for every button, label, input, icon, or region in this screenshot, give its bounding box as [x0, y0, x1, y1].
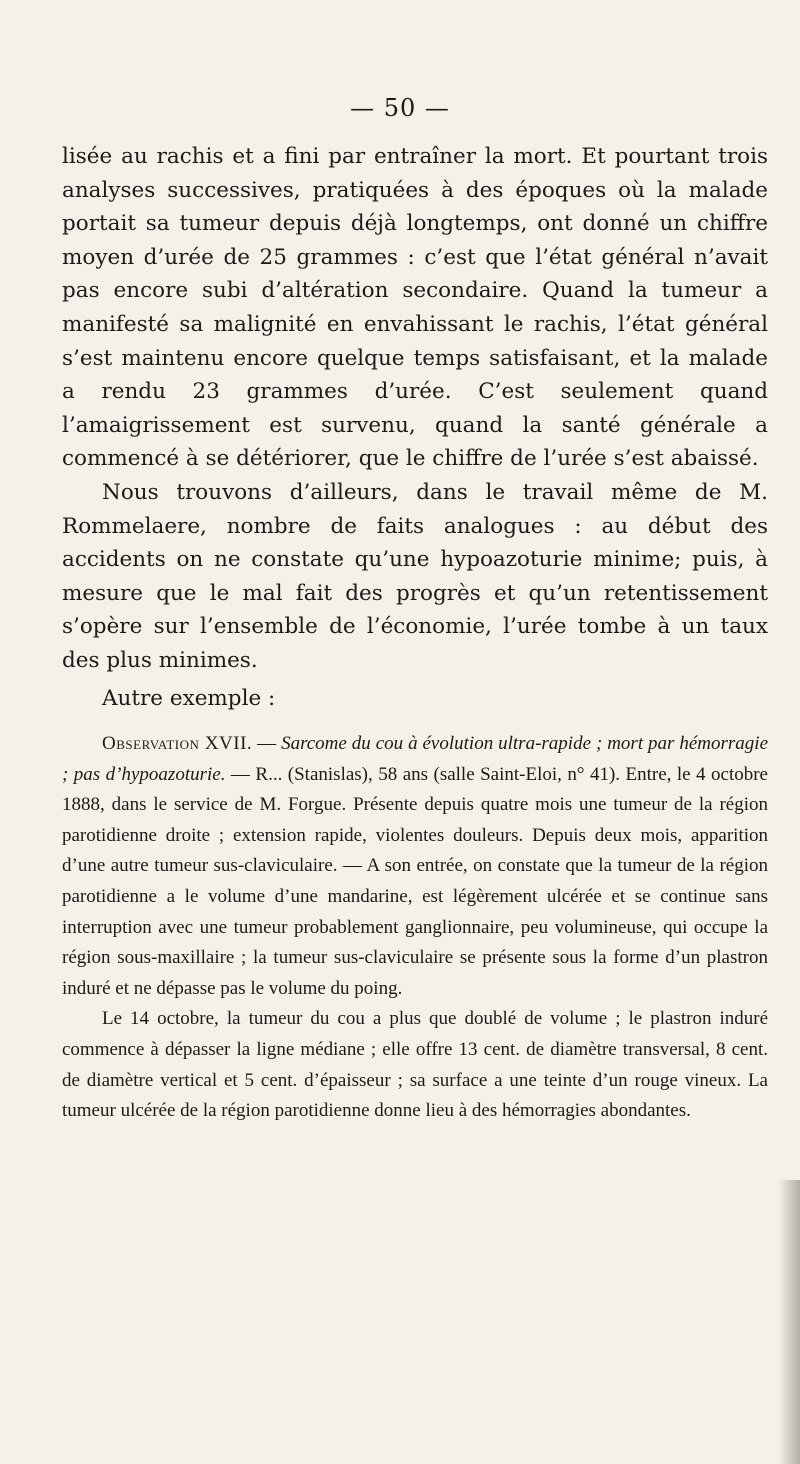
observation-dash: —	[252, 733, 282, 755]
observation-paragraph	[62, 729, 768, 1004]
observation-label: Observation XVII.	[102, 733, 253, 755]
paragraph-autre-exemple: Autre exemple :	[102, 685, 276, 711]
page-edge-shadow	[778, 1180, 800, 1464]
paragraph-continuation: lisée au rachis et a fini par entraîner la mort. Et pourtant trois analyses successives, pratiquées à des époques où la malade portait sa tumeur depuis déjà longtemps, ont donné un chiffre moyen d’urée de 25 grammes : c’est que l’état général n’avait pas encore subi d’altération secondaire. Quand la tumeur a manifesté sa malignité en envahissant le rachis, l’état général s’est maintenu encore quelque temps satisfaisant, et la malade a rendu 23 grammes d’urée. C’est seulement quand l’amaigrissement est survenu, quand la santé générale a commencé à se détériorer, que le chiffre de l’urée s’est abaissé.	[62, 144, 768, 472]
page-number: — 50 —	[350, 94, 450, 122]
observation-followup: Le 14 octobre, la tumeur du cou a plus que doublé de volume ; le plastron induré commence à dépasser la ligne médiane ; elle offre 13 cent. de diamètre transversal, 8 cent. de diamètre vertical et 5 cent. d’épaisseur ; sa surface a une teinte d’un rouge vineux. La tumeur ulcérée de la région parotidienne donne lieu à des hémorragies abondantes.	[62, 1008, 768, 1122]
paragraph-rommelaere: Nous trouvons d’ailleurs, dans le travail même de M. Rommelaere, nombre de faits analogues : au début des accidents on ne constate qu’une hypoazoturie minime; puis, à mesure que le mal fait des progrès et qu’un retentissement s’opère sur l’ensemble de l’économie, l’urée tombe à un taux des plus minimes.	[62, 479, 768, 673]
observation-body: — R... (Stanislas), 58 ans (salle Saint-Eloi, n° 41). Entre, le 4 octobre 1888, dans le service de M. Forgue. Présente depuis quatre mois une tumeur de la région parotidienne droite ; extension rapide, violentes douleurs. Depuis deux mois, apparition d’une autre tumeur sus-claviculaire. — A son entrée, on constate que la tumeur de la région parotidienne a le volume d’une mandarine, est légèrement ulcérée et se continue sans interruption avec une tumeur probablement ganglionnaire, peu volumineuse, qui occupe la région sous-maxillaire ; la tumeur sus-claviculaire se présente sous la forme d’un plastron induré et ne dépasse pas le volume du poing.	[62, 763, 768, 999]
main-text	[62, 140, 768, 1127]
observation-title: Sarcome du cou à évolution ultra-rapide ; mort par hémorragie ; pas d’hypoazoturie.	[62, 733, 769, 785]
